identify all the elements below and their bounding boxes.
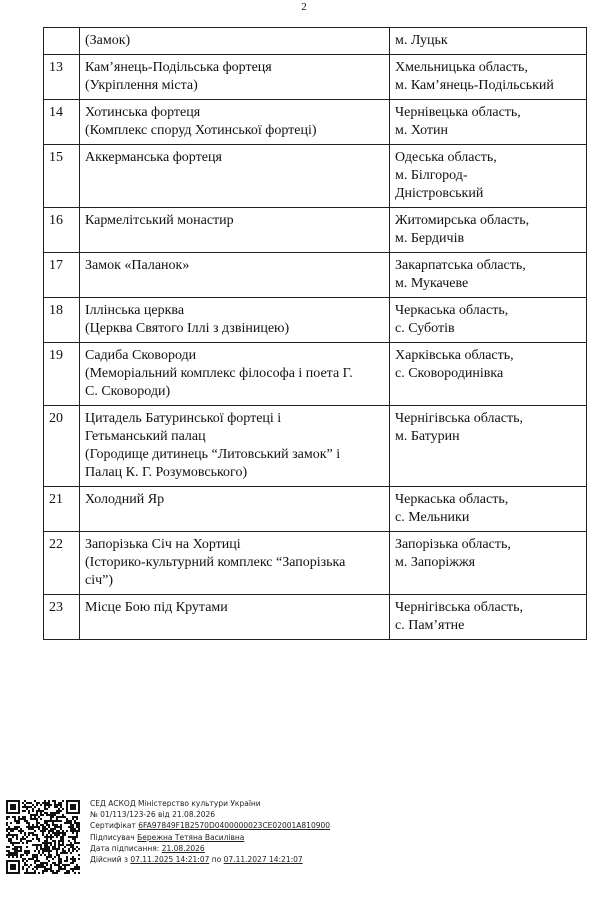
row-location-line: м. Білгород-	[395, 168, 468, 183]
row-number: 19	[44, 343, 80, 406]
row-location-line: Дністровський	[395, 186, 484, 201]
table-body	[44, 28, 587, 640]
row-object	[80, 55, 390, 100]
row-object-line: (Меморіальний комплекс філософа і поета Г.	[85, 366, 353, 381]
row-number: 18	[44, 298, 80, 343]
sig-certificate-value: 6FA97849F1B2570D0400000023CE02001A810900	[138, 821, 331, 831]
row-location	[390, 343, 587, 406]
row-object-line: (Комплекс споруд Хотинської фортеці)	[85, 123, 317, 138]
row-number: 22	[44, 532, 80, 595]
row-location-line: с. Сковородинівка	[395, 366, 504, 381]
row-object	[80, 298, 390, 343]
row-object	[80, 406, 390, 487]
row-object-line: Кармелітський монастир	[85, 213, 234, 228]
row-object-line: січ”)	[85, 573, 114, 588]
row-number: 13	[44, 55, 80, 100]
table-row	[44, 253, 587, 298]
row-location-line: Харківська область,	[395, 348, 514, 363]
row-number: 23	[44, 595, 80, 640]
row-number: 15	[44, 145, 80, 208]
table-row	[44, 487, 587, 532]
sig-doc-number: № 01/113/123-26 від 21.08.2026	[90, 810, 216, 820]
sig-signer-value: Бережна Тетяна Василівна	[137, 832, 245, 842]
row-location-line: м. Батурин	[395, 429, 460, 444]
sig-system: СЕД АСКОД Міністерство культури України	[90, 799, 261, 808]
row-number	[44, 28, 80, 55]
row-number: 20	[44, 406, 80, 487]
row-location-line: Чернівецька область,	[395, 105, 521, 120]
row-object	[80, 28, 390, 55]
row-object	[80, 253, 390, 298]
row-location	[390, 406, 587, 487]
row-location	[390, 532, 587, 595]
row-object-line: Палац К. Г. Розумовського)	[85, 465, 248, 480]
table-row	[44, 28, 587, 55]
table-row	[44, 100, 587, 145]
row-object-line: Кам’янець-Подільська фортеця	[85, 60, 272, 75]
row-location	[390, 298, 587, 343]
table-row	[44, 298, 587, 343]
sig-certificate-label: Сертифікат	[90, 821, 136, 831]
row-object	[80, 595, 390, 640]
row-location-line: с. Мельники	[395, 510, 470, 525]
page-number: 2	[301, 1, 307, 13]
row-number: 14	[44, 100, 80, 145]
row-location	[390, 253, 587, 298]
row-location	[390, 208, 587, 253]
row-location-line: Черкаська область,	[395, 303, 509, 318]
table-row	[44, 343, 587, 406]
row-location-line: с. Суботів	[395, 321, 455, 336]
sig-validity	[90, 854, 330, 865]
sig-valid-from: 07.11.2025 14:21:07	[130, 855, 210, 865]
row-location	[390, 145, 587, 208]
row-location-line: м. Кам’янець-Подільський	[395, 78, 554, 93]
table-row	[44, 595, 587, 640]
row-location-line: Черкаська область,	[395, 492, 509, 507]
row-object-line: Цитадель Батуринської фортеці і	[85, 411, 282, 426]
row-number: 21	[44, 487, 80, 532]
table-row	[44, 532, 587, 595]
row-location-line: Одеська область,	[395, 150, 497, 165]
table-row	[44, 208, 587, 253]
row-location-line: м. Хотин	[395, 123, 449, 138]
row-object-line: Запорізька Січ на Хортиці	[85, 537, 241, 552]
row-object-line: Місце Бою під Крутами	[85, 600, 228, 615]
row-location-line: Закарпатська область,	[395, 258, 526, 273]
signature-footer	[0, 794, 608, 900]
row-location	[390, 595, 587, 640]
sig-certificate	[90, 820, 330, 831]
row-object-line: Іллінська церква	[85, 303, 185, 318]
row-object-line: (Укріплення міста)	[85, 78, 198, 93]
row-object-line: С. Сковороди)	[85, 384, 171, 399]
sig-date-value: 21.08.2026	[161, 843, 205, 853]
row-object-line: Хотинська фортеця	[85, 105, 201, 120]
row-location	[390, 28, 587, 55]
sig-signer-label: Підписувач	[90, 832, 135, 842]
row-location-line: м. Запоріжжя	[395, 555, 476, 570]
row-object-line: Гетьманський палац	[85, 429, 206, 444]
row-location	[390, 487, 587, 532]
signature-block	[90, 798, 330, 865]
row-location-line: м. Бердичів	[395, 231, 465, 246]
row-location-line: Чернігівська область,	[395, 411, 523, 426]
row-location-line: м. Мукачеве	[395, 276, 469, 291]
row-object-line: (Церква Святого Іллі з дзвіницею)	[85, 321, 290, 336]
row-location	[390, 100, 587, 145]
table-row	[44, 55, 587, 100]
row-object	[80, 343, 390, 406]
sig-date	[90, 843, 330, 854]
row-location-line: Хмельницька область,	[395, 60, 528, 75]
table-row	[44, 145, 587, 208]
table-row	[44, 406, 587, 487]
row-object-line: Садиба Сковороди	[85, 348, 197, 363]
row-location-line: Чернігівська область,	[395, 600, 523, 615]
sig-signer	[90, 832, 330, 843]
sig-valid-label: Дійсний з	[90, 855, 128, 865]
sig-date-label: Дата підписання:	[90, 843, 160, 853]
row-number: 16	[44, 208, 80, 253]
row-object-line: Аккерманська фортеця	[85, 150, 222, 165]
row-object-line: (Городище дитинець “Литовський замок” і	[85, 447, 341, 462]
row-object	[80, 532, 390, 595]
row-object	[80, 487, 390, 532]
qr-code-icon	[6, 800, 80, 874]
row-object-line: Замок «Паланок»	[85, 258, 190, 273]
row-object	[80, 208, 390, 253]
row-location-line: м. Луцьк	[395, 33, 448, 48]
row-object	[80, 145, 390, 208]
row-location	[390, 55, 587, 100]
row-object-line: Холодний Яр	[85, 492, 165, 507]
sig-valid-to-label: по	[211, 855, 222, 865]
row-location-line: Житомирська область,	[395, 213, 530, 228]
row-object-line: (Замок)	[85, 33, 131, 48]
row-location-line: с. Пам’ятне	[395, 618, 465, 633]
row-location-line: Запорізька область,	[395, 537, 511, 552]
row-object-line: (Історико-культурний комплекс “Запорізька	[85, 555, 346, 570]
row-object	[80, 100, 390, 145]
monuments-table	[43, 27, 587, 640]
sig-valid-to: 07.11.2027 14:21:07	[223, 855, 303, 865]
row-number: 17	[44, 253, 80, 298]
